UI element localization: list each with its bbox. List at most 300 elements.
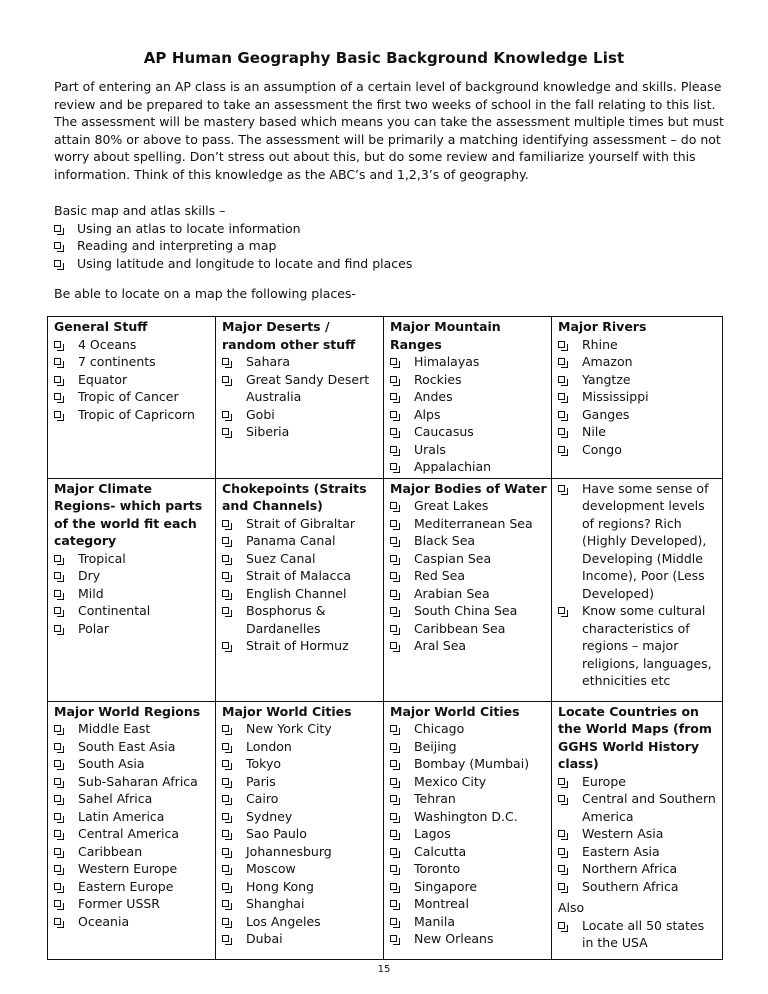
list-item-text: Sahara bbox=[246, 354, 290, 369]
list-item-text: London bbox=[246, 738, 292, 754]
list-item-text: Yangtze bbox=[582, 371, 631, 387]
list-item-text: Tropic of Cancer bbox=[78, 389, 179, 404]
list-item bbox=[54, 860, 211, 878]
list-item bbox=[390, 930, 547, 948]
list-item bbox=[558, 917, 718, 952]
checkbox-bullet-icon bbox=[390, 778, 397, 785]
list-item bbox=[390, 532, 547, 550]
list-item bbox=[390, 825, 547, 843]
list-item bbox=[390, 388, 547, 406]
intro-text: Part of entering an AP class is an assumption of a certain level of background knowledge and skills. Please review and be prepared to take an assessment the first two weeks of school in the fall relating to this list. The assessment will be mastery based which means you can take the assessment multiple times but must attain 80% or above to pass. The assessment will be primarily a matching identifying assessment – do not worry about spelling. Don’t stress out about this, but do some review and familiarize yourself with this information. Think of this knowledge as the ABC’s and 1,2,3’s of geography. bbox=[54, 79, 724, 182]
cell-heading: Major World Cities bbox=[390, 703, 520, 719]
checkbox-bullet-icon bbox=[558, 428, 565, 435]
checkbox-bullet-icon bbox=[390, 411, 397, 418]
list-item-text: Ganges bbox=[582, 406, 630, 422]
list-item bbox=[222, 825, 379, 843]
table-cell bbox=[384, 317, 552, 479]
list-item-text: Rockies bbox=[414, 371, 462, 387]
checkbox-bullet-icon bbox=[390, 883, 397, 890]
list-item-text: Bombay (Mumbai) bbox=[414, 756, 530, 771]
list-item bbox=[54, 808, 211, 826]
checkbox-bullet-icon bbox=[222, 725, 229, 732]
checkbox-bullet-icon bbox=[54, 625, 61, 632]
checkbox-bullet-icon bbox=[222, 428, 229, 435]
list-item-text: Europe bbox=[582, 773, 626, 789]
checkbox-bullet-icon bbox=[222, 918, 229, 925]
list-item-text: Eastern Asia bbox=[582, 843, 660, 859]
checkbox-bullet-icon bbox=[54, 411, 61, 418]
list-item bbox=[390, 441, 547, 459]
list-item bbox=[558, 843, 718, 861]
list-item bbox=[558, 371, 718, 389]
list-item-text: Mississippi bbox=[582, 389, 649, 404]
checkbox-bullet-icon bbox=[558, 411, 565, 418]
checkbox-bullet-icon bbox=[390, 376, 397, 383]
table-cell bbox=[384, 701, 552, 959]
list-item bbox=[54, 550, 211, 568]
list-item bbox=[222, 930, 379, 948]
list-item-text: Appalachian bbox=[414, 459, 492, 474]
checkbox-bullet-icon bbox=[54, 883, 61, 890]
list-item bbox=[222, 895, 379, 913]
list-item bbox=[558, 441, 718, 459]
intro-paragraph bbox=[54, 78, 726, 184]
cell-list bbox=[54, 550, 211, 638]
checkbox-bullet-icon bbox=[222, 590, 229, 597]
checkbox-bullet-icon bbox=[390, 830, 397, 837]
list-item-text: Strait of Gibraltar bbox=[246, 515, 356, 531]
table-cell bbox=[552, 701, 723, 959]
cell-heading: Major Climate Regions- which parts of the world fit each category bbox=[54, 480, 203, 548]
checkbox-bullet-icon bbox=[390, 900, 397, 907]
checkbox-bullet-icon bbox=[558, 922, 565, 929]
list-item-text: Oceania bbox=[78, 913, 130, 929]
list-item-text: Red Sea bbox=[414, 568, 466, 583]
checkbox-bullet-icon bbox=[222, 358, 229, 365]
list-item-text: Rhine bbox=[582, 336, 618, 352]
checkbox-bullet-icon bbox=[558, 341, 565, 348]
list-item-text: Middle East bbox=[78, 721, 151, 736]
list-item-text: Great Lakes bbox=[414, 498, 489, 513]
list-item-text: Central and Southern America bbox=[582, 791, 716, 824]
list-item bbox=[390, 790, 547, 808]
list-item-text: Strait of Hormuz bbox=[246, 638, 349, 653]
list-item bbox=[558, 336, 718, 354]
list-item bbox=[54, 620, 211, 638]
list-item bbox=[54, 895, 211, 913]
also-label: Also bbox=[558, 900, 585, 915]
cell-list bbox=[54, 336, 211, 424]
list-item bbox=[222, 353, 379, 371]
checkbox-bullet-icon bbox=[558, 446, 565, 453]
list-item bbox=[222, 755, 379, 773]
cell-list bbox=[558, 917, 718, 952]
checkbox-bullet-icon bbox=[54, 725, 61, 732]
checkbox-bullet-icon bbox=[558, 358, 565, 365]
list-item bbox=[222, 913, 379, 931]
list-item bbox=[222, 637, 379, 655]
list-item bbox=[222, 860, 379, 878]
checkbox-bullet-icon bbox=[558, 865, 565, 872]
list-item-text: Southern Africa bbox=[582, 878, 679, 894]
checkbox-bullet-icon bbox=[558, 883, 565, 890]
list-item-text: Himalayas bbox=[414, 354, 480, 369]
list-item-text: Locate all 50 states in the USA bbox=[582, 917, 705, 950]
checkbox-bullet-icon bbox=[390, 607, 397, 614]
checkbox-bullet-icon bbox=[222, 520, 229, 527]
list-item bbox=[54, 720, 211, 738]
cell-heading: Major Mountain Ranges bbox=[390, 319, 501, 352]
checkbox-bullet-icon bbox=[222, 642, 229, 649]
list-item: Using latitude and longitude to locate and find places bbox=[54, 255, 726, 273]
checkbox-bullet-icon bbox=[54, 813, 61, 820]
list-item bbox=[222, 808, 379, 826]
list-item bbox=[558, 825, 718, 843]
list-item bbox=[390, 773, 547, 791]
checkbox-bullet-icon bbox=[54, 848, 61, 855]
list-item bbox=[390, 808, 547, 826]
checkbox-bullet-icon bbox=[222, 883, 229, 890]
table-cell bbox=[216, 478, 384, 701]
list-item bbox=[390, 497, 547, 515]
checkbox-bullet-icon bbox=[54, 760, 61, 767]
list-item bbox=[222, 878, 379, 896]
list-item bbox=[54, 585, 211, 603]
cell-heading: Major Bodies of Water bbox=[390, 480, 547, 496]
list-item bbox=[54, 843, 211, 861]
list-item bbox=[390, 567, 547, 585]
list-item bbox=[390, 515, 547, 533]
list-item-text: Western Asia bbox=[582, 826, 664, 841]
table-row bbox=[48, 701, 723, 959]
checkbox-bullet-icon bbox=[54, 242, 61, 249]
cell-list bbox=[390, 497, 547, 655]
checkbox-bullet-icon bbox=[390, 502, 397, 509]
list-item-text: Equator bbox=[78, 371, 128, 387]
list-item bbox=[558, 353, 718, 371]
checkbox-bullet-icon bbox=[390, 572, 397, 579]
list-item-text: Andes bbox=[414, 389, 453, 404]
list-item-text: Hong Kong bbox=[246, 878, 314, 894]
list-item bbox=[222, 843, 379, 861]
list-item bbox=[558, 602, 718, 690]
cell-heading: Major World Cities bbox=[222, 703, 352, 719]
checkbox-bullet-icon bbox=[222, 743, 229, 750]
list-item bbox=[390, 371, 547, 389]
checkbox-bullet-icon bbox=[54, 358, 61, 365]
checkbox-bullet-icon bbox=[222, 760, 229, 767]
list-item-text: Dry bbox=[78, 568, 101, 583]
list-item bbox=[558, 423, 718, 441]
list-item bbox=[390, 585, 547, 603]
list-item bbox=[54, 602, 211, 620]
checkbox-bullet-icon bbox=[390, 935, 397, 942]
cell-list bbox=[558, 773, 718, 896]
list-item-text: Johannesburg bbox=[246, 843, 332, 859]
list-item-text: Lagos bbox=[414, 826, 451, 841]
list-item-text: Urals bbox=[414, 441, 446, 457]
list-item bbox=[390, 637, 547, 655]
list-item bbox=[54, 406, 211, 424]
checkbox-bullet-icon bbox=[222, 376, 229, 383]
checkbox-bullet-icon bbox=[54, 743, 61, 750]
checkbox-bullet-icon bbox=[222, 935, 229, 942]
list-item-text: 7 continents bbox=[78, 354, 156, 369]
list-item-text: Northern Africa bbox=[582, 861, 678, 876]
checkbox-bullet-icon bbox=[390, 918, 397, 925]
list-item bbox=[222, 550, 379, 568]
list-item bbox=[54, 878, 211, 896]
list-item bbox=[222, 738, 379, 756]
list-item-text: Dubai bbox=[246, 931, 283, 946]
table-row bbox=[48, 317, 723, 479]
checkbox-bullet-icon bbox=[222, 865, 229, 872]
checkbox-bullet-icon bbox=[390, 625, 397, 632]
page-number: 15 bbox=[377, 964, 391, 975]
list-item bbox=[558, 480, 718, 603]
page-title: AP Human Geography Basic Background Knowledge List bbox=[143, 49, 625, 67]
checkbox-bullet-icon bbox=[390, 537, 397, 544]
list-item bbox=[222, 567, 379, 585]
checkbox-bullet-icon bbox=[390, 642, 397, 649]
list-item-text: Shanghai bbox=[246, 896, 305, 911]
list-item bbox=[390, 755, 547, 773]
list-item bbox=[222, 773, 379, 791]
list-item-text: Polar bbox=[78, 620, 110, 636]
list-item bbox=[558, 860, 718, 878]
cell-list bbox=[558, 480, 718, 690]
list-item bbox=[54, 790, 211, 808]
list-item-text: Tropic of Capricorn bbox=[78, 406, 195, 422]
list-item bbox=[390, 550, 547, 568]
cell-list bbox=[222, 353, 379, 441]
checkbox-bullet-icon bbox=[54, 590, 61, 597]
list-item bbox=[390, 602, 547, 620]
checkbox-bullet-icon bbox=[222, 848, 229, 855]
checkbox-bullet-icon bbox=[390, 463, 397, 470]
list-item bbox=[54, 825, 211, 843]
checkbox-bullet-icon bbox=[390, 795, 397, 802]
list-item-text: Moscow bbox=[246, 861, 296, 876]
cell-heading: General Stuff bbox=[54, 319, 148, 334]
list-item-text: Sydney bbox=[246, 808, 293, 824]
list-item bbox=[558, 790, 718, 825]
checkbox-bullet-icon bbox=[222, 813, 229, 820]
list-item bbox=[54, 567, 211, 585]
checkbox-bullet-icon bbox=[54, 555, 61, 562]
list-item bbox=[390, 353, 547, 371]
list-item-text: Manila bbox=[414, 913, 455, 929]
list-item-text: South Asia bbox=[78, 756, 145, 771]
checkbox-bullet-icon bbox=[222, 830, 229, 837]
list-item-text: Amazon bbox=[582, 354, 633, 369]
list-item-text: Latin America bbox=[78, 808, 165, 824]
list-item bbox=[222, 602, 379, 637]
list-item-text: Central America bbox=[78, 826, 180, 841]
list-item bbox=[390, 738, 547, 756]
checkbox-bullet-icon bbox=[390, 555, 397, 562]
list-item bbox=[54, 371, 211, 389]
list-item bbox=[222, 515, 379, 533]
list-item-text: Panama Canal bbox=[246, 533, 336, 548]
checkbox-bullet-icon bbox=[390, 428, 397, 435]
checkbox-bullet-icon bbox=[222, 572, 229, 579]
list-item-text: Arabian Sea bbox=[414, 585, 490, 601]
list-item-text: Calcutta bbox=[414, 843, 467, 859]
list-item bbox=[390, 878, 547, 896]
checkbox-bullet-icon bbox=[54, 900, 61, 907]
table-cell bbox=[48, 478, 216, 701]
list-item bbox=[222, 406, 379, 424]
list-item-text: Washington D.C. bbox=[414, 808, 518, 824]
list-item-text: Caribbean bbox=[78, 843, 143, 859]
list-item-text: Singapore bbox=[414, 878, 478, 894]
list-item-text: English Channel bbox=[246, 585, 347, 601]
checkbox-bullet-icon bbox=[54, 572, 61, 579]
checkbox-bullet-icon bbox=[558, 376, 565, 383]
list-item bbox=[222, 423, 379, 441]
list-item bbox=[390, 423, 547, 441]
cell-list bbox=[222, 515, 379, 655]
checkbox-bullet-icon bbox=[558, 795, 565, 802]
list-item-text: Bosphorus & Dardanelles bbox=[246, 603, 326, 636]
list-item-text: Caribbean Sea bbox=[414, 620, 506, 636]
list-item-text: Tropical bbox=[78, 550, 126, 566]
checkbox-bullet-icon bbox=[54, 393, 61, 400]
table-row bbox=[48, 478, 723, 701]
checkbox-bullet-icon bbox=[54, 260, 61, 267]
table-cell bbox=[48, 317, 216, 479]
checkbox-bullet-icon bbox=[390, 743, 397, 750]
checkbox-bullet-icon bbox=[222, 411, 229, 418]
skills-list bbox=[54, 220, 726, 273]
list-item bbox=[54, 773, 211, 791]
cell-heading: Chokepoints (Straits and Channels) bbox=[222, 480, 367, 513]
cell-list bbox=[558, 336, 718, 459]
checkbox-bullet-icon bbox=[54, 795, 61, 802]
list-item-text: Caspian Sea bbox=[414, 550, 492, 566]
list-item bbox=[390, 895, 547, 913]
list-item-text: Caucasus bbox=[414, 424, 474, 439]
checkbox-bullet-icon bbox=[54, 607, 61, 614]
list-item-text: Paris bbox=[246, 773, 276, 789]
list-item bbox=[390, 720, 547, 738]
list-item-text: Sahel Africa bbox=[78, 791, 153, 806]
list-item-text: Former USSR bbox=[78, 896, 160, 911]
table-cell bbox=[384, 478, 552, 701]
list-item bbox=[54, 388, 211, 406]
list-item-text: Mild bbox=[78, 585, 104, 601]
places-table bbox=[47, 316, 723, 960]
list-item-text: Gobi bbox=[246, 406, 275, 422]
cell-list bbox=[54, 720, 211, 930]
list-item: Using an atlas to locate information bbox=[54, 220, 726, 238]
checkbox-bullet-icon bbox=[390, 760, 397, 767]
list-item-text: Strait of Malacca bbox=[246, 568, 351, 583]
list-item-text: Toronto bbox=[414, 861, 461, 876]
list-item-text: New York City bbox=[246, 721, 332, 736]
list-item-text: Beijing bbox=[414, 738, 457, 754]
checkbox-bullet-icon bbox=[390, 358, 397, 365]
list-item bbox=[558, 878, 718, 896]
list-item-text: New Orleans bbox=[414, 931, 494, 946]
list-item bbox=[222, 532, 379, 550]
checkbox-bullet-icon bbox=[54, 376, 61, 383]
cell-heading: Locate Countries on the World Maps (from GGHS World History class) bbox=[558, 703, 712, 771]
cell-heading: Major Rivers bbox=[558, 319, 647, 334]
skills-section bbox=[54, 202, 726, 272]
list-item: Reading and interpreting a map bbox=[54, 237, 726, 255]
list-item-text: Mediterranean Sea bbox=[414, 515, 533, 531]
list-item-text: Congo bbox=[582, 441, 622, 457]
list-item-text: Black Sea bbox=[414, 533, 476, 548]
checkbox-bullet-icon bbox=[390, 393, 397, 400]
checkbox-bullet-icon bbox=[390, 725, 397, 732]
checkbox-bullet-icon bbox=[558, 607, 565, 614]
skills-heading: Basic map and atlas skills – bbox=[54, 203, 226, 218]
list-item bbox=[222, 585, 379, 603]
checkbox-bullet-icon bbox=[54, 341, 61, 348]
checkbox-bullet-icon bbox=[558, 778, 565, 785]
list-item bbox=[54, 755, 211, 773]
list-item-text: Cairo bbox=[246, 791, 279, 806]
list-item bbox=[390, 458, 547, 476]
list-item-text: Western Europe bbox=[78, 861, 178, 876]
list-item-text: Continental bbox=[78, 603, 151, 618]
list-item bbox=[390, 843, 547, 861]
checkbox-bullet-icon bbox=[390, 520, 397, 527]
locate-heading: Be able to locate on a map the following places- bbox=[54, 286, 356, 301]
list-item-text: Mexico City bbox=[414, 773, 487, 789]
list-item-text: Eastern Europe bbox=[78, 878, 174, 894]
checkbox-bullet-icon bbox=[558, 830, 565, 837]
cell-list bbox=[390, 353, 547, 476]
list-item bbox=[390, 406, 547, 424]
list-item bbox=[390, 913, 547, 931]
list-item-text: Sao Paulo bbox=[246, 826, 307, 841]
list-item-text: Alps bbox=[414, 406, 441, 422]
checkbox-bullet-icon bbox=[54, 778, 61, 785]
checkbox-bullet-icon bbox=[54, 225, 61, 232]
table-cell bbox=[552, 317, 723, 479]
list-item bbox=[54, 353, 211, 371]
list-item bbox=[54, 913, 211, 931]
checkbox-bullet-icon bbox=[390, 848, 397, 855]
list-item bbox=[558, 406, 718, 424]
checkbox-bullet-icon bbox=[222, 900, 229, 907]
cell-heading: Major Deserts / random other stuff bbox=[222, 319, 356, 352]
cell-heading: Major World Regions bbox=[54, 703, 201, 719]
cell-list bbox=[222, 720, 379, 948]
checkbox-bullet-icon bbox=[390, 813, 397, 820]
list-item-text: Chicago bbox=[414, 721, 465, 736]
list-item-text: 4 Oceans bbox=[78, 336, 137, 352]
checkbox-bullet-icon bbox=[390, 590, 397, 597]
table-cell bbox=[552, 478, 723, 701]
list-item bbox=[390, 620, 547, 638]
list-item-text: Know some cultural characteristics of regions – major religions, languages, ethnicities etc bbox=[582, 603, 712, 688]
checkbox-bullet-icon bbox=[222, 795, 229, 802]
list-item bbox=[558, 773, 718, 791]
checkbox-bullet-icon bbox=[222, 778, 229, 785]
table-cell bbox=[48, 701, 216, 959]
table-cell bbox=[216, 317, 384, 479]
checkbox-bullet-icon bbox=[54, 865, 61, 872]
list-item-text: Tehran bbox=[414, 791, 456, 806]
checkbox-bullet-icon bbox=[558, 485, 565, 492]
list-item-text: Siberia bbox=[246, 424, 290, 439]
list-item bbox=[222, 790, 379, 808]
